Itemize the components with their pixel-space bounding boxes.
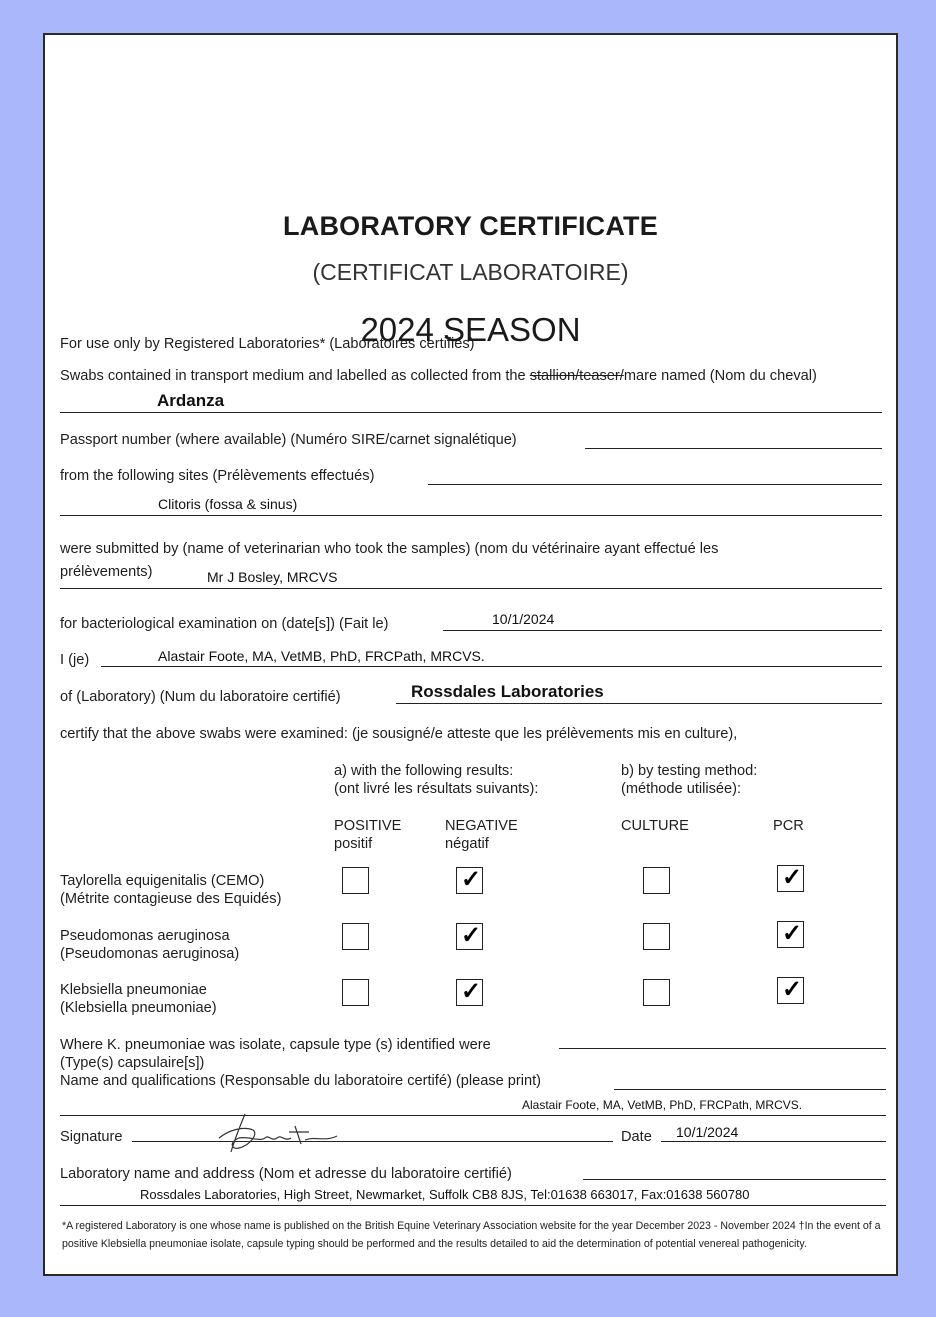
name-qual-line-2	[60, 1115, 886, 1116]
vet-value: Mr J Bosley, MRCVS	[207, 569, 338, 585]
sites-label: from the following sites (Prélèvements effectués)	[60, 468, 375, 484]
date-label: Date	[621, 1129, 652, 1145]
print-name-value: Alastair Foote, MA, VetMB, PhD, FRCPath, MRCVS.	[522, 1098, 803, 1112]
checkbox-cemo-culture[interactable]	[643, 867, 670, 894]
name-qual-label: Name and qualifications (Responsable du laboratoire certifé) (please print)	[60, 1073, 542, 1089]
check-mark-icon: ✓	[782, 920, 803, 947]
check-mark-icon: ✓	[461, 922, 482, 949]
results-heading-1: a) with the following results:	[334, 763, 514, 779]
checkbox-pseudomonas-pcr[interactable]	[777, 921, 804, 948]
checkbox-pseudomonas-culture[interactable]	[643, 923, 670, 950]
swabs-text-pre: Swabs contained in transport medium and labelled as collected from the	[60, 368, 530, 384]
sites-line-1	[428, 484, 882, 485]
checkbox-cemo-negative[interactable]	[456, 867, 483, 894]
row-cemo-label-fr: (Métrite contagieuse des Equidés)	[60, 891, 282, 907]
submitted-label-1: were submitted by (name of veterinarian who took the samples) (nom du vétérinaire ayant effectué les	[60, 541, 719, 557]
lab-address-label: Laboratory name and address (Nom et adresse du laboratoire certifié)	[60, 1166, 512, 1182]
horse-name-line	[60, 412, 882, 413]
laboratory-label: of (Laboratory) (Num du laboratoire certifié)	[60, 689, 341, 705]
lab-address-line-1	[583, 1179, 886, 1180]
sites-line-2	[60, 515, 882, 516]
signature-label: Signature	[60, 1129, 123, 1145]
certificate-subtitle: (CERTIFICAT LABORATOIRE)	[312, 259, 629, 285]
method-heading-1: b) by testing method:	[621, 763, 758, 779]
i-je-label: I (je)	[60, 652, 90, 668]
season-heading: 2024 SEASON	[360, 311, 581, 348]
check-mark-icon: ✓	[782, 976, 803, 1003]
checkbox-klebsiella-pcr[interactable]	[777, 977, 804, 1004]
capsule-label-1: Where K. pneumoniae was isolate, capsule type (s) identified were	[60, 1037, 491, 1053]
check-mark-icon: ✓	[461, 978, 482, 1005]
footnote: *A registered Laboratory is one whose name is published on the British Equine Veterinary Association website for the year December 2023 - November 2024 †In the event of a positive Klebsiella pneumoniae isolate, capsule typing should be performed and the results detailed to aid the determination of potential venereal pathogenicity.	[62, 1220, 881, 1250]
exam-date-label: for bacteriological examination on (date[s]) (Fait le)	[60, 616, 389, 632]
lab-address-line-2	[60, 1205, 886, 1206]
submitted-label-2: prélèvements)	[60, 564, 153, 580]
row-pseudomonas-label: Pseudomonas aeruginosa	[60, 928, 230, 944]
row-pseudomonas-label-fr: (Pseudomonas aeruginosa)	[60, 946, 240, 962]
capsule-label-2: (Type(s) capsulaire[s])	[60, 1055, 205, 1071]
horse-name-value: Ardanza	[157, 391, 225, 410]
certify-statement: certify that the above swabs were examined: (je sousigné/e atteste que les prélèvements mis en culture),	[60, 726, 738, 742]
check-mark-icon: ✓	[461, 866, 482, 893]
handwritten-signature	[205, 1108, 355, 1158]
passport-label: Passport number (where available) (Numéro SIRE/carnet signalétique)	[60, 432, 517, 448]
checkbox-klebsiella-culture[interactable]	[643, 979, 670, 1006]
col-pcr-label: PCR	[773, 818, 804, 834]
laboratory-value: Rossdales Laboratories	[411, 682, 604, 701]
col-negative-fr: négatif	[445, 836, 489, 852]
checkbox-cemo-pcr[interactable]	[777, 865, 804, 892]
method-heading-2: (méthode utilisée):	[621, 781, 742, 797]
exam-date-line	[443, 630, 882, 631]
col-culture-label: CULTURE	[621, 818, 689, 834]
name-qual-line-1	[614, 1089, 886, 1090]
swabs-text-post: mare named (Nom du cheval)	[623, 368, 817, 384]
registered-note: For use only by Registered Laboratories* (Laboratoires certifiés)	[60, 336, 475, 352]
checkbox-klebsiella-positive[interactable]	[342, 979, 369, 1006]
row-klebsiella-label-fr: (Klebsiella pneumoniae)	[60, 1000, 217, 1016]
swabs-text-struck: stallion/teaser/	[529, 368, 624, 384]
person-line	[101, 666, 882, 667]
checkbox-cemo-positive[interactable]	[342, 867, 369, 894]
results-heading-2: (ont livré les résultats suivants):	[334, 781, 539, 797]
swabs-label	[60, 368, 817, 384]
col-negative-label: NEGATIVE	[445, 818, 518, 834]
laboratory-line	[396, 703, 882, 704]
sign-date-value: 10/1/2024	[676, 1124, 739, 1140]
sites-value: Clitoris (fossa & sinus)	[158, 496, 298, 512]
lab-address-value: Rossdales Laboratories, High Street, Newmarket, Suffolk CB8 8JS, Tel:01638 663017, Fax:01638 560780	[140, 1187, 750, 1202]
capsule-line	[559, 1048, 886, 1049]
row-klebsiella-label: Klebsiella pneumoniae	[60, 982, 207, 998]
vet-line	[60, 588, 882, 589]
checkbox-klebsiella-negative[interactable]	[456, 979, 483, 1006]
col-positive-fr: positif	[334, 836, 373, 852]
row-cemo-label: Taylorella equigenitalis (CEMO)	[60, 873, 265, 889]
checkbox-pseudomonas-positive[interactable]	[342, 923, 369, 950]
date-line	[661, 1141, 886, 1142]
exam-date-value: 10/1/2024	[492, 611, 555, 627]
person-value: Alastair Foote, MA, VetMB, PhD, FRCPath, MRCVS.	[158, 648, 485, 664]
col-positive-label: POSITIVE	[334, 818, 402, 834]
passport-line	[585, 448, 882, 449]
check-mark-icon: ✓	[782, 864, 803, 891]
checkbox-pseudomonas-negative[interactable]	[456, 923, 483, 950]
certificate-title: LABORATORY CERTIFICATE	[283, 211, 658, 241]
